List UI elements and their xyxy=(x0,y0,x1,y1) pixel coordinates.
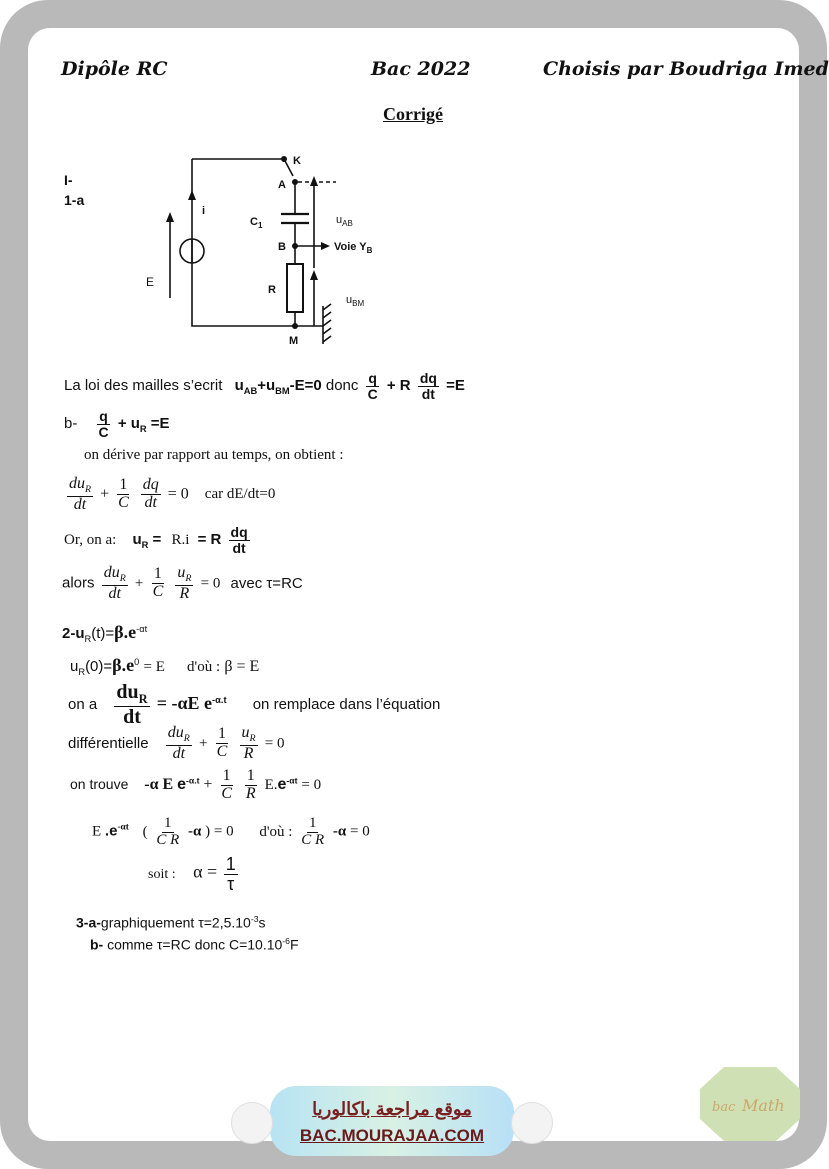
header-right: Choisis par Boudriga Imed xyxy=(543,58,829,80)
mesh-law-eq: $u_{AB}+u_{BM}-E=0$ xyxy=(234,377,322,397)
donc-text: donc xyxy=(325,377,359,395)
differential-line: différentielle $\frac{du_R}{dt}$ + $\frac{1}{C}$ $\frac{u_R}{R}$ = 0 xyxy=(68,724,285,762)
fraction-ur-r-diff: $\frac{u_R}{R}$ xyxy=(241,724,256,762)
soit-text: soit : xyxy=(148,866,176,882)
logo-text-bac: bac xyxy=(712,1100,736,1115)
fraction-dur-dt-alors: $\frac{du_R}{dt}$ xyxy=(103,564,126,602)
node-m xyxy=(292,323,298,329)
voie-arrowhead-icon xyxy=(321,242,330,250)
differentielle-text: différentielle xyxy=(68,734,149,752)
section-3b-line: b- comme τ=RC donc $C=10.10^{-6}F$ xyxy=(90,936,299,953)
label-r: R xyxy=(268,284,276,296)
label-uab: $u_{AB}$ xyxy=(336,214,353,228)
dou-text: d'où : xyxy=(187,659,221,675)
document-page xyxy=(28,28,829,1145)
plus-r: + R xyxy=(386,377,411,395)
label-a: A xyxy=(278,179,286,191)
on-trouve-text: on trouve xyxy=(70,776,129,792)
part-b-line xyxy=(64,409,170,439)
fraction-1-c-trouve: $\frac{1}{C}$ xyxy=(221,767,233,802)
section-3a-line: 3-a-graphiquement $\tau=2,5.10^{-3}s$ xyxy=(76,914,266,931)
fraction-1-cr-2: $\frac{1}{\text{C R}}$ xyxy=(301,815,325,848)
e-arrowhead-icon xyxy=(166,212,174,222)
rc-circuit-diagram xyxy=(138,148,378,348)
mesh-law-line xyxy=(64,371,465,401)
fraction-1-tau: $\frac{1}{\tau}$ xyxy=(225,854,236,894)
derivative-result: = -αE e xyxy=(156,692,213,713)
alors-line xyxy=(62,565,303,602)
current-arrow-icon xyxy=(188,190,196,200)
fraction-q-c-b: $\frac{q}{C}$ xyxy=(98,408,109,440)
equals-zero-alors: = 0 xyxy=(200,575,221,592)
beta-equals-e: β = E xyxy=(224,658,260,675)
on-trouve-line: on trouve -α E $e^{-\alpha.t}$ + $\frac{1}{C}$ $\frac{1}{R}$ $E.e^{-\alpha t} = 0$ xyxy=(70,767,322,802)
fraction-dq-dt: $\frac{dq}{dt}$ xyxy=(419,370,437,402)
soit-line xyxy=(148,855,241,894)
car-text: car dE/dt=0 xyxy=(204,486,276,503)
label-b: B xyxy=(278,241,286,253)
fraction-1-cr: $\frac{1}{\text{C R}}$ xyxy=(156,815,180,848)
fraction-dur-dt: $\frac{du_R}{dt}$ xyxy=(69,475,92,513)
fraction-dq-dt-ohm: $\frac{dq}{dt}$ xyxy=(230,524,248,556)
ground-hatch-1 xyxy=(323,304,331,310)
initial-condition-line: $u_R(0)=\beta.e^0 = E$ d'où : β = E xyxy=(70,655,260,677)
on-a-text: on a xyxy=(68,695,98,713)
resistor xyxy=(287,264,303,312)
label-voie: Voie $Y_B$ xyxy=(334,241,373,255)
section-label: I- xyxy=(64,172,73,188)
part-b-eq: + $u_R =E$ xyxy=(117,415,170,435)
uab-arrowhead-icon xyxy=(310,176,318,186)
bac-math-logo xyxy=(698,1065,802,1143)
derive-text: on dérive par rapport au temps, on obtient : xyxy=(84,447,344,463)
fraction-dur-dt-big: $\frac{du_R}{dt}$ xyxy=(116,681,148,729)
avec-text: avec τ=RC xyxy=(230,574,303,592)
ground-hatch-2 xyxy=(323,312,331,318)
page-title: Corrigé xyxy=(383,104,443,124)
label-k: K xyxy=(293,155,301,167)
footer-site-link[interactable]: BAC.MOURAJAA.COM xyxy=(299,1126,485,1145)
ohm-u: $u_R$ = xyxy=(132,531,162,551)
part-b-label: b- xyxy=(64,415,78,433)
label-e: E xyxy=(146,275,155,289)
fraction-1-c-alors: $\frac{1}{C}$ xyxy=(152,565,164,601)
ohm-law-line xyxy=(64,525,253,555)
ohm-ri: R.i xyxy=(171,532,190,549)
label-ubm: $u_{BM}$ xyxy=(346,294,365,308)
node-k xyxy=(281,156,287,162)
mesh-law-text: La loi des mailles s’ecrit xyxy=(64,377,223,395)
node-a xyxy=(292,179,298,185)
fraction-ur-r: $\frac{u_R}{R}$ xyxy=(177,564,192,602)
logo-text-math: Math xyxy=(742,1096,785,1115)
derived-equation xyxy=(64,476,275,513)
alors-text: alors xyxy=(62,574,95,592)
fraction-dur-dt-diff: $\frac{du_R}{dt}$ xyxy=(167,724,190,762)
dou-text-2: d'où : xyxy=(259,823,293,840)
plus-sign: + xyxy=(100,485,110,503)
fraction-1-c: $\frac{1}{C}$ xyxy=(118,476,129,512)
factorised-line: E $.e^{-\alpha t}$ ( $\frac{1}{\text{C R}}$ -α ) = 0 d'où : $\frac{1}{\text{C R}}$ -α = 0 xyxy=(92,815,370,848)
equals-e: =E xyxy=(446,377,465,395)
ground-hatch-4 xyxy=(323,328,331,334)
fraction-dq-dt-it: $\frac{dq}{dt}$ xyxy=(142,476,159,512)
remplace-text: on remplace dans l’équation xyxy=(252,695,441,713)
node-b xyxy=(292,243,298,249)
header-left: Dipôle RC xyxy=(61,58,168,80)
ubm-arrowhead-icon xyxy=(310,270,318,280)
footer-logo-right-icon xyxy=(511,1102,553,1144)
fraction-q-c: $\frac{q}{C}$ xyxy=(367,370,378,402)
label-m: M xyxy=(289,335,299,347)
ground-hatch-3 xyxy=(323,320,331,326)
fraction-1-r-trouve: $\frac{1}{R}$ xyxy=(245,767,256,802)
alpha-equals: α = xyxy=(193,861,218,882)
plus-sign-alors: + xyxy=(134,575,144,592)
derivative-line: on a $\frac{du_R}{dt}$ = -αE $e^{-\alpha.t}$ on remplace dans l’équation xyxy=(68,681,441,729)
footer-arabic-link[interactable]: موقع مراجعة باكالوريا xyxy=(312,1099,472,1119)
fraction-1-c-diff: $\frac{1}{C}$ xyxy=(216,725,228,761)
sub-section-label: 1-a xyxy=(64,192,85,208)
or-text: Or, on a: xyxy=(64,532,117,549)
header-center: Bac 2022 xyxy=(371,58,471,80)
label-i: i xyxy=(202,205,206,217)
label-c1: $C_1$ xyxy=(250,216,263,230)
equals-zero: = 0 xyxy=(167,485,189,503)
footer-logo-left-icon xyxy=(231,1102,273,1144)
ground-hatch-5 xyxy=(323,336,331,342)
ohm-eq-r: = R xyxy=(197,531,222,549)
section-2-line: $2-u_R(t)=\beta.e^{-\alpha t}$ xyxy=(62,622,148,644)
